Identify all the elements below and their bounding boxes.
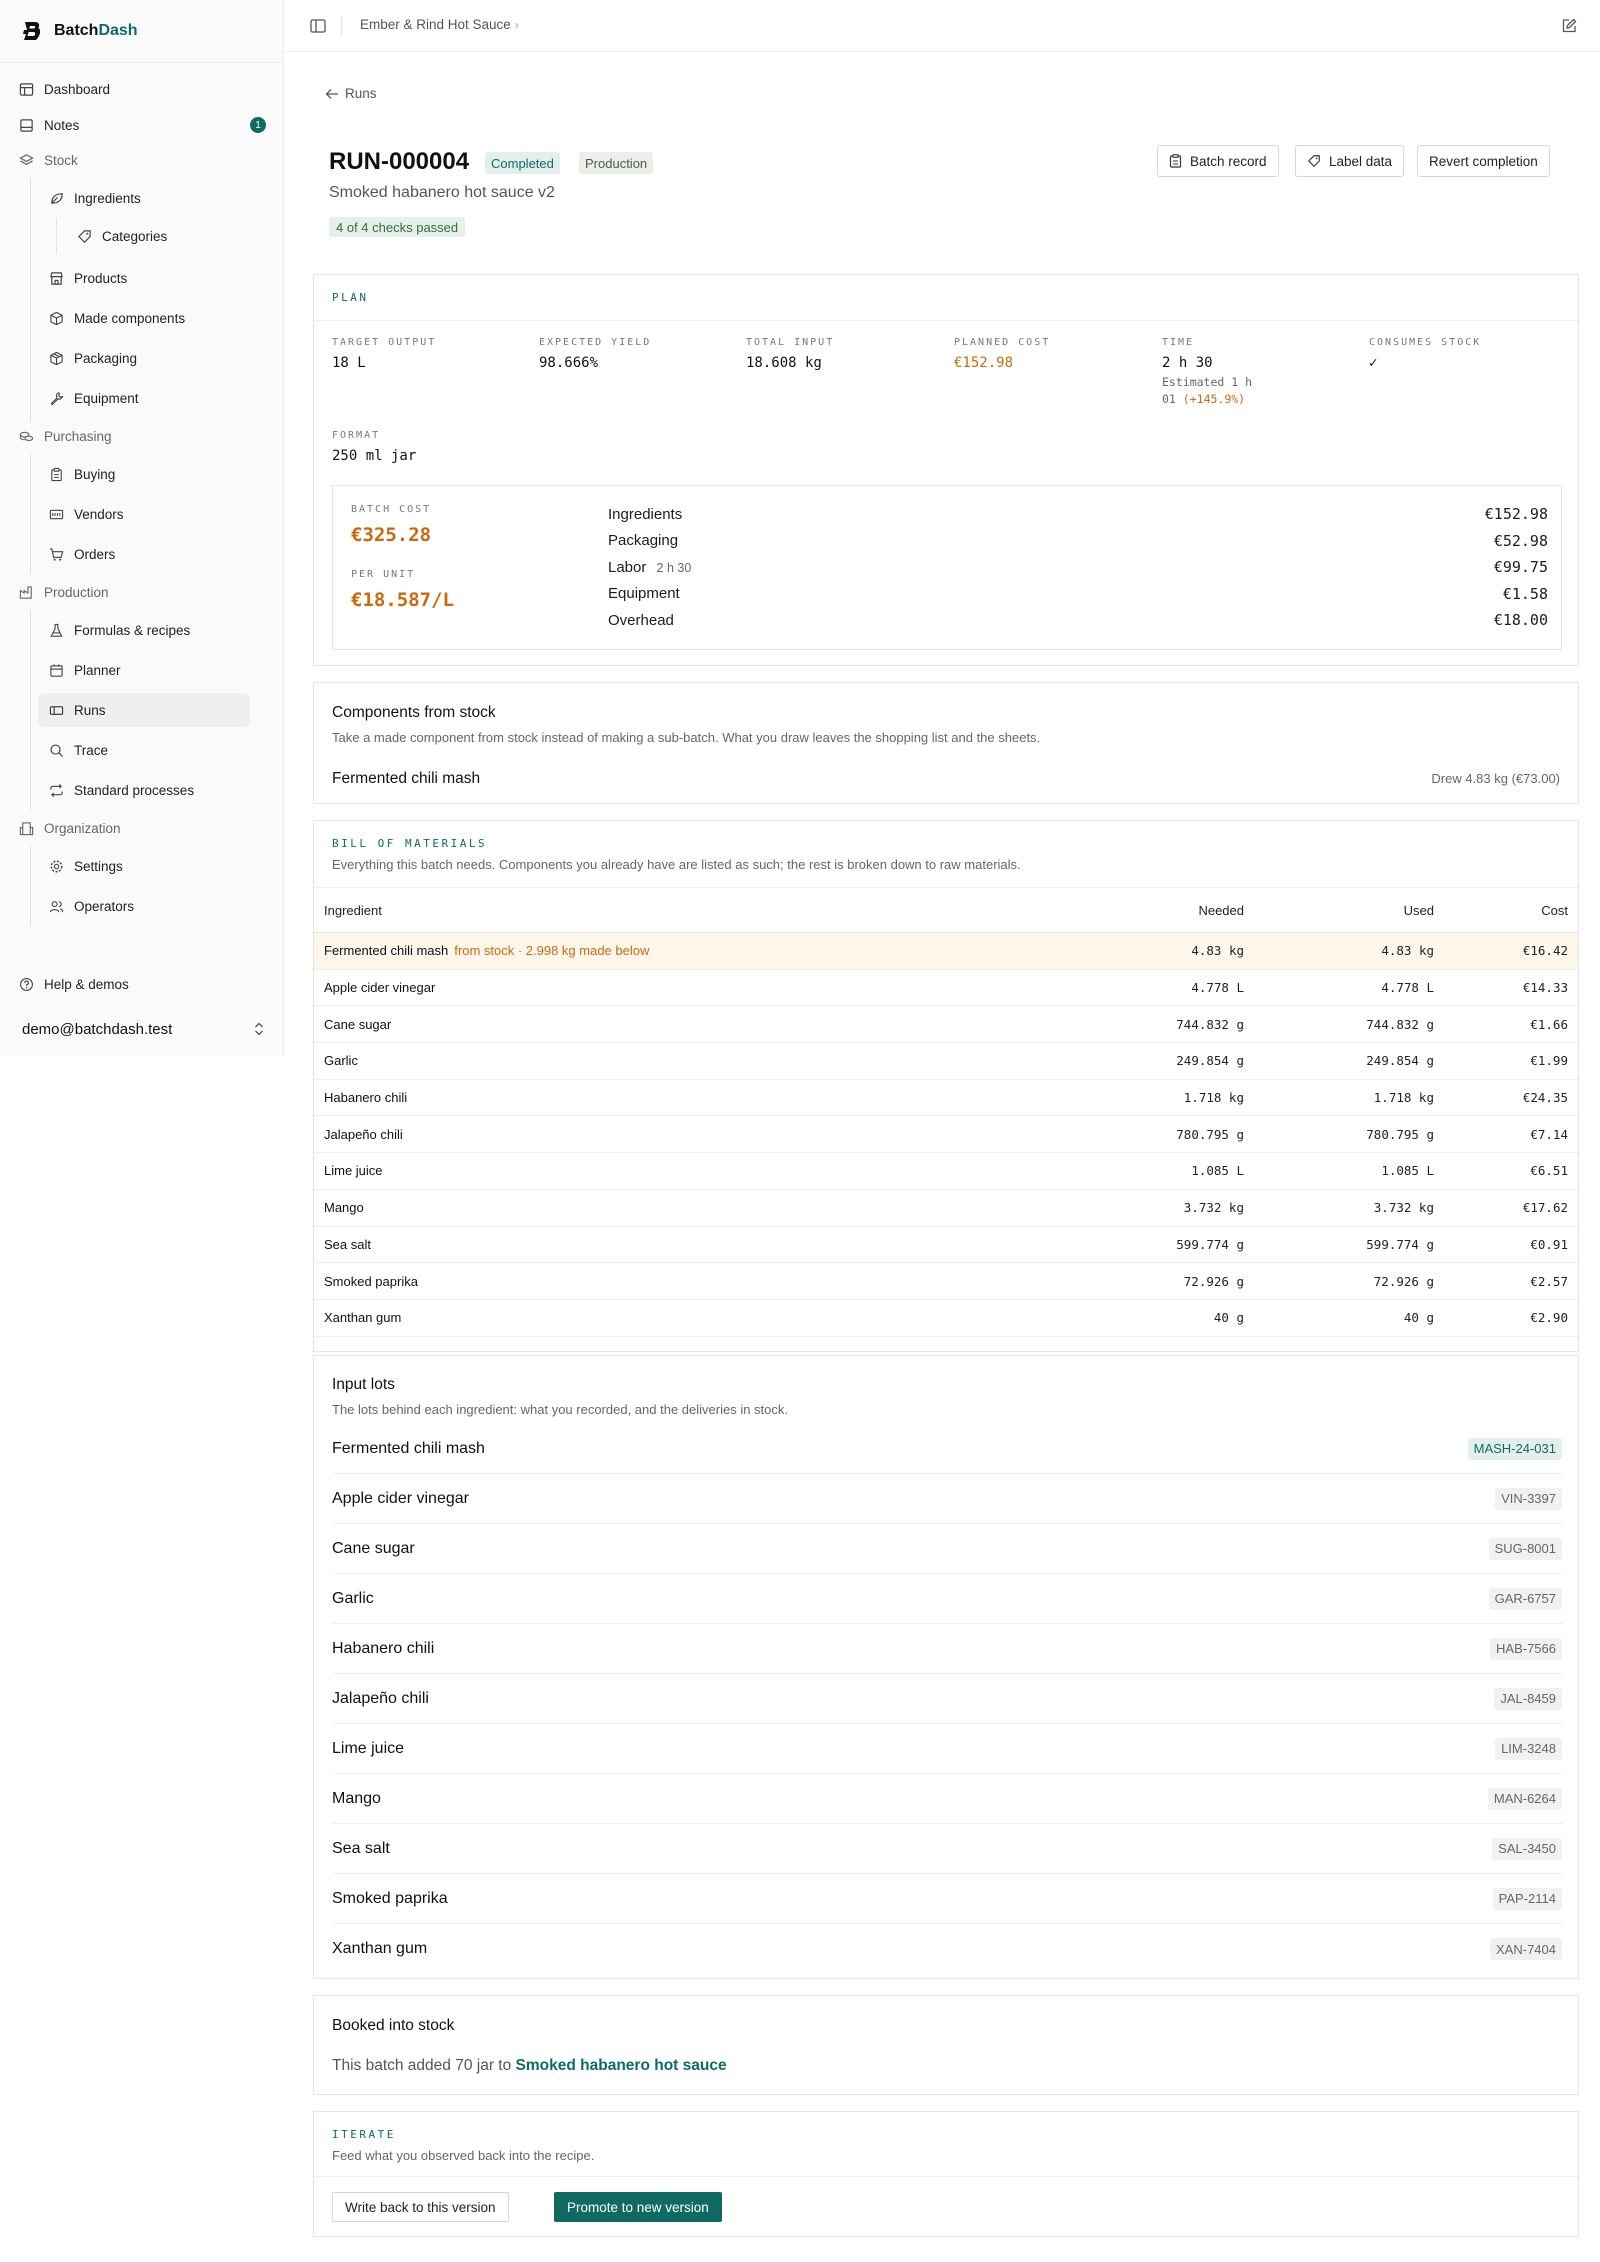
nav-runs[interactable] (38, 693, 250, 727)
tree-line (30, 178, 31, 422)
breadcrumb-org: Ember & Rind Hot Sauce (360, 17, 511, 32)
used-cell: 4.778 L (1254, 969, 1444, 1006)
factory-icon (18, 584, 34, 600)
cost-cell: €16.42 (1444, 933, 1578, 970)
nav-label: Purchasing (44, 428, 112, 444)
lot-code-badge[interactable]: MASH-24-031 (1468, 1438, 1562, 1460)
total-input-label: TOTAL INPUT (746, 337, 835, 348)
help-circle-icon (18, 976, 34, 992)
clipboard-icon (1169, 154, 1182, 168)
ingredient-name: Garlic (314, 1043, 1054, 1080)
nav-equipment[interactable] (48, 381, 248, 415)
promote-version-button[interactable]: Promote to new version (554, 2192, 722, 2222)
brand[interactable] (20, 18, 138, 44)
list-item[interactable] (332, 1424, 1562, 1474)
time-estimated-detail: 01 (+145.9%) (1162, 392, 1246, 406)
cost-cell: €0.91 (1444, 1226, 1578, 1263)
used-cell: 3.732 kg (1254, 1189, 1444, 1226)
nav-buying[interactable] (48, 457, 248, 491)
nav-label: Stock (44, 152, 78, 168)
nav-vendors[interactable] (48, 497, 248, 531)
used-cell: 780.795 g (1254, 1116, 1444, 1153)
nav-label: Buying (74, 466, 116, 482)
lot-ingredient: Mango (332, 1789, 381, 1807)
list-item[interactable] (332, 1924, 1562, 1974)
nav-label: Runs (74, 702, 106, 718)
lot-code-badge[interactable]: MAN-6264 (1488, 1788, 1562, 1810)
lot-ingredient: Jalapeño chili (332, 1689, 429, 1707)
time-estimated: Estimated 1 h (1162, 375, 1253, 389)
revert-completion-button[interactable] (1417, 145, 1550, 177)
tag-icon (76, 228, 92, 244)
button-label: Revert completion (1429, 153, 1538, 169)
needed-cell: 780.795 g (1054, 1116, 1254, 1153)
table-row (314, 1299, 1578, 1336)
col-used: Used (1254, 888, 1444, 933)
planned-cost-label: PLANNED COST (954, 337, 1051, 348)
nav-label: Standard processes (74, 782, 195, 798)
topbar (285, 0, 1600, 52)
gear-icon (48, 858, 64, 874)
status-badge: Completed (485, 152, 560, 174)
from-stock-note: from stock · 2.998 kg made below (454, 943, 650, 959)
nav-production[interactable] (18, 575, 266, 609)
needed-cell: 1.085 L (1054, 1153, 1254, 1190)
bom-header-row (314, 888, 1578, 933)
consumes-stock-check-icon: ✓ (1369, 355, 1378, 371)
cost-cell: €1.99 (1444, 1043, 1578, 1080)
recipe-subtitle: Smoked habanero hot sauce v2 (329, 184, 555, 201)
bom-card (313, 820, 1579, 1352)
table-row (314, 969, 1578, 1006)
arrow-left-icon (325, 88, 339, 100)
ingredient-name: Mango (314, 1189, 1054, 1226)
cost-line-packaging: Packaging €52.98 (608, 531, 1548, 550)
nav-ingredients[interactable] (48, 181, 248, 215)
list-item[interactable] (332, 1474, 1562, 1524)
lot-ingredient: Xanthan gum (332, 1940, 428, 1957)
needed-cell: 40 g (1054, 1299, 1254, 1336)
lot-ingredient: Habanero chili (332, 1639, 435, 1657)
table-row (314, 1043, 1578, 1080)
box-icon (48, 310, 64, 326)
ingredient-name: Apple cider vinegar (314, 969, 1054, 1006)
edit-icon[interactable] (1560, 17, 1578, 35)
user-email: demo@batchdash.test (22, 1020, 173, 1038)
nav-label: Production (44, 584, 109, 600)
nav-trace[interactable] (48, 733, 248, 767)
nav-dashboard[interactable] (18, 72, 266, 106)
nav-products[interactable] (48, 261, 248, 295)
booked-text: This batch added 70 jar to Smoked habanero hot sauce (332, 2057, 727, 2074)
search-icon (48, 742, 64, 758)
tree-line (30, 846, 31, 926)
divider (314, 2176, 1578, 2177)
lot-ingredient: Fermented chili mash (332, 1439, 485, 1457)
lot-code-badge[interactable]: VIN-3397 (1495, 1488, 1562, 1510)
batch-cost-box (332, 485, 1562, 650)
repeat-icon (48, 782, 64, 798)
total-input-value: 18.608 kg (746, 355, 822, 371)
chevron-up-down-icon (252, 1021, 266, 1037)
nav-label: Settings (74, 858, 123, 874)
nav-label: Operators (74, 898, 135, 914)
cost-cell: €6.51 (1444, 1153, 1578, 1190)
back-to-runs-link[interactable] (325, 86, 377, 101)
table-row (314, 1189, 1578, 1226)
bom-description: Everything this batch needs. Components you already have are listed as such; the rest is broken down to raw materials. (332, 857, 1021, 872)
format-value: 250 ml jar (332, 448, 417, 464)
table-row (314, 1226, 1578, 1263)
target-output-label: TARGET OUTPUT (332, 337, 437, 348)
nav-label: Made components (74, 310, 186, 326)
table-row (314, 1153, 1578, 1190)
nav-operators[interactable] (48, 889, 248, 923)
leaf-icon (48, 190, 64, 206)
plan-card (313, 274, 1579, 666)
needed-cell: 4.778 L (1054, 969, 1254, 1006)
nav-standard-processes[interactable] (48, 773, 248, 807)
used-cell: 4.83 kg (1254, 933, 1444, 970)
bom-heading: BILL OF MATERIALS (332, 837, 488, 850)
consumes-stock-label: CONSUMES STOCK (1369, 337, 1482, 348)
table-row (314, 1079, 1578, 1116)
nav-label: Orders (74, 546, 116, 562)
iterate-heading: ITERATE (332, 2128, 396, 2141)
nav-label: Equipment (74, 390, 139, 406)
expected-yield-label: EXPECTED YIELD (539, 337, 652, 348)
tree-line (56, 218, 57, 254)
booked-card (313, 1995, 1579, 2095)
divider (0, 62, 284, 63)
nav-stock[interactable] (18, 143, 266, 177)
col-ingredient: Ingredient (314, 888, 1054, 933)
batch-record-button[interactable] (1157, 145, 1279, 177)
needed-cell: 1.718 kg (1054, 1079, 1254, 1116)
lot-ingredient: Sea salt (332, 1839, 390, 1857)
product-link[interactable]: Smoked habanero hot sauce (515, 2057, 727, 2074)
tag-icon (1307, 154, 1321, 168)
cost-line-equipment: Equipment €1.58 (608, 584, 1548, 603)
ingredient-name: Habanero chili (314, 1079, 1054, 1116)
components-title: Components from stock (332, 704, 496, 721)
used-cell: 1.718 kg (1254, 1079, 1444, 1116)
components-card (313, 682, 1579, 804)
lot-code-badge[interactable]: JAL-8459 (1494, 1688, 1562, 1710)
nav-label: Packaging (74, 350, 138, 366)
iterate-card (313, 2111, 1579, 2237)
target-output-value: 18 L (332, 355, 366, 371)
breadcrumb-separator: › (514, 18, 519, 32)
store-icon (48, 270, 64, 286)
nav-label: Dashboard (44, 81, 111, 97)
nav-formulas[interactable] (48, 613, 248, 647)
button-label: Batch record (1190, 153, 1267, 169)
planned-cost-value: €152.98 (954, 355, 1014, 371)
components-description: Take a made component from stock instead of making a sub-batch. What you draw leaves the shopping list and the sheets. (332, 730, 1041, 745)
ingredient-name: Sea salt (314, 1226, 1054, 1263)
dashboard-icon (18, 81, 34, 97)
table-row (314, 1116, 1578, 1153)
time-label: TIME (1162, 337, 1195, 348)
cost-line-overhead: Overhead €18.00 (608, 611, 1548, 629)
nav-label: Organization (44, 820, 121, 836)
time-value: 2 h 30 (1162, 355, 1213, 371)
nav-label: Planner (74, 662, 121, 678)
account-switcher[interactable] (22, 1014, 266, 1044)
nav-packaging[interactable] (48, 341, 248, 375)
layers-icon (18, 152, 34, 168)
nav-orders[interactable] (48, 537, 248, 571)
tree-line (30, 454, 31, 574)
nav-made-components[interactable] (48, 301, 248, 335)
needed-cell: 249.854 g (1054, 1043, 1254, 1080)
tree-line (30, 610, 31, 810)
needed-cell: 599.774 g (1054, 1226, 1254, 1263)
batch-cost-label: BATCH COST (351, 504, 432, 515)
divider (341, 16, 342, 36)
users-icon (48, 898, 64, 914)
lot-code-badge[interactable]: LIM-3248 (1495, 1738, 1562, 1760)
notes-count-badge: 1 (250, 117, 266, 133)
plan-header (314, 275, 1578, 321)
list-item[interactable] (332, 1774, 1562, 1824)
cost-cell: €2.90 (1444, 1299, 1578, 1336)
clipboard-icon (48, 466, 64, 482)
button-label: Label data (1329, 153, 1393, 169)
list-item[interactable] (332, 1724, 1562, 1774)
used-cell: 40 g (1254, 1299, 1444, 1336)
cost-cell: €2.57 (1444, 1263, 1578, 1300)
iterate-description: Feed what you observed back into the recipe. (332, 2148, 595, 2163)
bom-table (314, 887, 1578, 1337)
component-name: Fermented chili mash (332, 770, 481, 787)
ingredient-name: Fermented chili mash (324, 943, 449, 959)
needed-cell: 3.732 kg (1054, 1189, 1254, 1226)
calendar-icon (48, 662, 64, 678)
needed-cell: 72.926 g (1054, 1263, 1254, 1300)
lot-code-badge[interactable]: SUG-8001 (1489, 1538, 1562, 1560)
building-icon (18, 820, 34, 836)
list-item[interactable] (332, 1674, 1562, 1724)
needed-cell: 4.83 kg (1054, 933, 1254, 970)
main-content (285, 52, 1600, 2262)
nav-settings[interactable] (48, 849, 248, 883)
flask-icon (48, 622, 64, 638)
cost-cell: €7.14 (1444, 1116, 1578, 1153)
used-cell: 1.085 L (1254, 1153, 1444, 1190)
nav-label: Help & demos (44, 976, 129, 992)
format-label: FORMAT (332, 430, 381, 441)
used-cell: 72.926 g (1254, 1263, 1444, 1300)
expected-yield-value: 98.666% (539, 355, 599, 371)
ingredient-name: Xanthan gum (314, 1299, 1054, 1336)
nav-label: Notes (44, 117, 80, 133)
ingredient-name: Cane sugar (314, 1006, 1054, 1043)
lot-ingredient: Lime juice (332, 1739, 405, 1757)
nav-label: Ingredients (74, 190, 141, 206)
table-row (314, 1006, 1578, 1043)
nav-categories[interactable] (76, 219, 256, 253)
nav-label: Trace (74, 742, 109, 758)
list-item[interactable] (332, 1574, 1562, 1624)
lot-code-badge[interactable]: XAN-7404 (1490, 1938, 1562, 1960)
used-cell: 599.774 g (1254, 1226, 1444, 1263)
needed-cell: 744.832 g (1054, 1006, 1254, 1043)
labor-duration: 2 h 30 (656, 560, 692, 575)
component-drew: Drew 4.83 kg (€73.00) (1431, 771, 1560, 786)
per-unit-value: €18.587/L (351, 589, 454, 611)
cost-cell: €17.62 (1444, 1189, 1578, 1226)
nav-help[interactable] (18, 967, 266, 1001)
lot-code-badge[interactable]: GAR-6757 (1489, 1588, 1562, 1610)
lot-ingredient: Cane sugar (332, 1539, 415, 1557)
cart-icon (48, 546, 64, 562)
cost-cell: €14.33 (1444, 969, 1578, 1006)
ingredient-name: Lime juice (314, 1153, 1054, 1190)
batch-cost-value: €325.28 (351, 524, 432, 546)
notes-icon (18, 117, 34, 133)
checks-badge: 4 of 4 checks passed (329, 217, 465, 237)
lot-ingredient: Smoked paprika (332, 1889, 448, 1907)
kind-badge: Production (579, 152, 653, 174)
nav-label: Products (74, 270, 128, 286)
page-title: RUN-000004 (329, 148, 470, 175)
input-lots-card (313, 1355, 1579, 1979)
nav-organization[interactable] (18, 811, 266, 845)
nav-planner[interactable] (48, 653, 248, 687)
write-back-button[interactable]: Write back to this version (332, 2192, 509, 2222)
section-heading: PLAN (332, 291, 369, 304)
col-needed: Needed (1054, 888, 1254, 933)
lots-description: The lots behind each ingredient: what you recorded, and the deliveries in stock. (332, 1402, 788, 1417)
cost-cell: €1.66 (1444, 1006, 1578, 1043)
nav-label: Categories (102, 228, 168, 244)
wrench-icon (48, 390, 64, 406)
table-row (314, 1263, 1578, 1300)
lot-ingredient: Garlic (332, 1589, 374, 1607)
lot-code-badge[interactable]: HAB-7566 (1490, 1638, 1562, 1660)
sidebar (0, 0, 284, 1056)
col-cost: Cost (1444, 888, 1578, 933)
ingredient-name: Smoked paprika (314, 1263, 1054, 1300)
used-cell: 249.854 g (1254, 1043, 1444, 1080)
lot-ingredient: Apple cider vinegar (332, 1489, 469, 1507)
nav-label: Vendors (74, 506, 124, 522)
table-row (314, 933, 1578, 970)
cost-line-ingredients: Ingredients €152.98 (608, 505, 1548, 523)
sidebar-toggle-icon[interactable] (309, 17, 327, 35)
list-item[interactable] (332, 1624, 1562, 1674)
nav-label: Formulas & recipes (74, 622, 191, 638)
brand-name: BatchDash (54, 22, 138, 39)
booked-title: Booked into stock (332, 2017, 455, 2034)
per-unit-label: PER UNIT (351, 569, 416, 580)
nav-purchasing[interactable] (18, 419, 266, 453)
label-data-button[interactable] (1295, 145, 1404, 177)
cost-cell: €24.35 (1444, 1079, 1578, 1116)
list-item[interactable] (332, 1824, 1562, 1874)
list-item[interactable] (332, 1874, 1562, 1924)
lot-code-badge[interactable]: SAL-3450 (1492, 1838, 1562, 1860)
back-label: Runs (345, 86, 377, 101)
vendor-icon (48, 506, 64, 522)
ingredient-name: Jalapeño chili (314, 1116, 1054, 1153)
list-item[interactable] (332, 1524, 1562, 1574)
used-cell: 744.832 g (1254, 1006, 1444, 1043)
package-icon (48, 350, 64, 366)
coins-icon (18, 428, 34, 444)
breadcrumb[interactable] (360, 17, 519, 32)
ticket-icon (48, 702, 64, 718)
nav-notes[interactable] (18, 108, 266, 142)
lot-code-badge[interactable]: PAP-2114 (1493, 1888, 1562, 1910)
batchdash-logo-icon (20, 19, 44, 43)
lots-title: Input lots (332, 1376, 395, 1393)
time-delta: (+145.9%) (1182, 392, 1246, 406)
cost-line-labor: Labor 2 h 30 €99.75 (608, 558, 1548, 576)
